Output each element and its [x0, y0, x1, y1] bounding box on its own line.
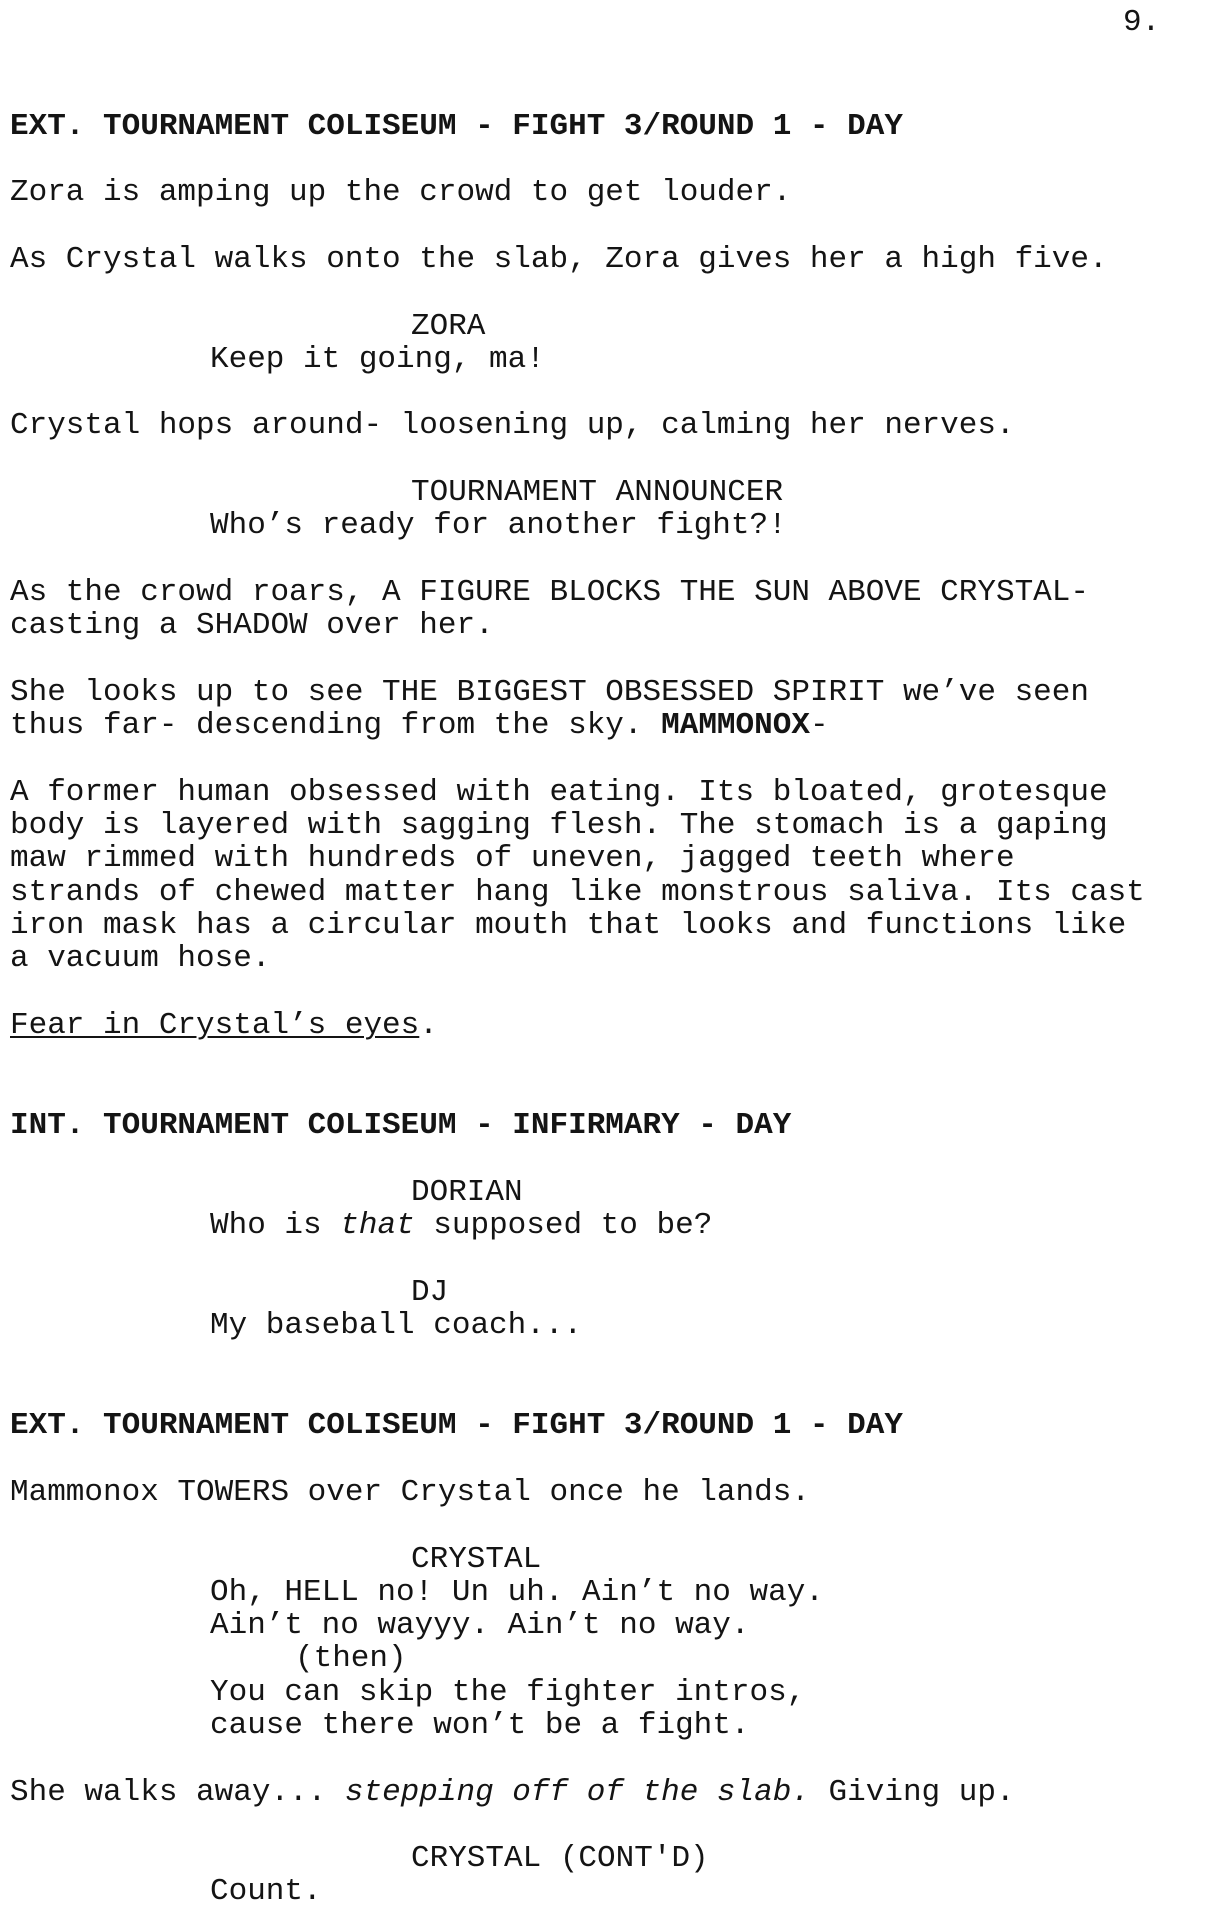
action-line: strands of chewed matter hang like monstrous saliva. Its cast [10, 875, 1145, 910]
dialogue-line: Ain’t no wayyy. Ain’t no way. [210, 1608, 750, 1643]
emphasis-text: stepping off of the slab. [344, 1775, 810, 1810]
action-line: A former human obsessed with eating. Its bloated, grotesque [10, 775, 1108, 810]
emphasis-text: that [340, 1208, 415, 1243]
dialogue-line: Oh, HELL no! Un uh. Ain’t no way. [210, 1575, 824, 1610]
underlined-text: Fear in Crystal’s eyes [10, 1008, 420, 1043]
action-text: She walks away... [10, 1775, 345, 1810]
action-line: maw rimmed with hundreds of uneven, jagged teeth where [10, 841, 1015, 876]
action-text: - [809, 708, 829, 743]
action-line: Zora is amping up the crowd to get louder. [10, 175, 792, 210]
action-line: Crystal hops around- loosening up, calming her nerves. [10, 408, 1015, 443]
action-text: Giving up. [809, 1775, 1015, 1810]
action-text: . [419, 1008, 438, 1043]
action-line: She looks up to see THE BIGGEST OBSESSED SPIRIT we’ve seen [10, 675, 1089, 710]
character-intro: MAMMONOX [661, 708, 810, 743]
dialogue-text: Who is [210, 1208, 341, 1243]
dialogue-line [210, 1209, 712, 1242]
character-name: DORIAN [411, 1175, 523, 1210]
scene-heading: EXT. TOURNAMENT COLISEUM - FIGHT 3/ROUND 1 - DAY [10, 1408, 903, 1443]
action-line: body is layered with sagging flesh. The stomach is a gaping [10, 808, 1108, 843]
action-line: iron mask has a circular mouth that looks and functions like [10, 908, 1127, 943]
character-name: ZORA [411, 309, 486, 344]
character-name: CRYSTAL [411, 1542, 542, 1577]
character-name: CRYSTAL (CONT'D) [411, 1841, 709, 1876]
dialogue-line: cause there won’t be a fight. [210, 1708, 750, 1743]
dialogue-line: Count. [210, 1874, 322, 1909]
dialogue-line: Who’s ready for another fight?! [210, 508, 787, 543]
scene-heading: EXT. TOURNAMENT COLISEUM - FIGHT 3/ROUND 1 - DAY [10, 109, 903, 144]
parenthetical: (then) [295, 1641, 407, 1676]
character-name: TOURNAMENT ANNOUNCER [411, 475, 784, 510]
action-line: As the crowd roars, A FIGURE BLOCKS THE SUN ABOVE CRYSTAL- [10, 575, 1089, 610]
character-name: DJ [411, 1275, 449, 1310]
action-line: As Crystal walks onto the slab, Zora gives her a high five. [10, 242, 1108, 277]
page-number: 9. [1123, 5, 1161, 40]
dialogue-line: Keep it going, ma! [210, 342, 545, 377]
dialogue-line: My baseball coach... [210, 1308, 583, 1343]
action-line [10, 1009, 438, 1042]
dialogue-text: supposed to be? [414, 1208, 713, 1243]
dialogue-line: You can skip the fighter intros, [210, 1675, 806, 1710]
action-line: a vacuum hose. [10, 941, 271, 976]
action-line [10, 1776, 1015, 1809]
action-text: thus far- descending from the sky. [10, 708, 662, 743]
action-line: Mammonox TOWERS over Crystal once he lands. [10, 1475, 810, 1510]
action-line [10, 709, 829, 742]
scene-heading: INT. TOURNAMENT COLISEUM - INFIRMARY - DAY [10, 1108, 792, 1143]
action-line: casting a SHADOW over her. [10, 608, 494, 643]
